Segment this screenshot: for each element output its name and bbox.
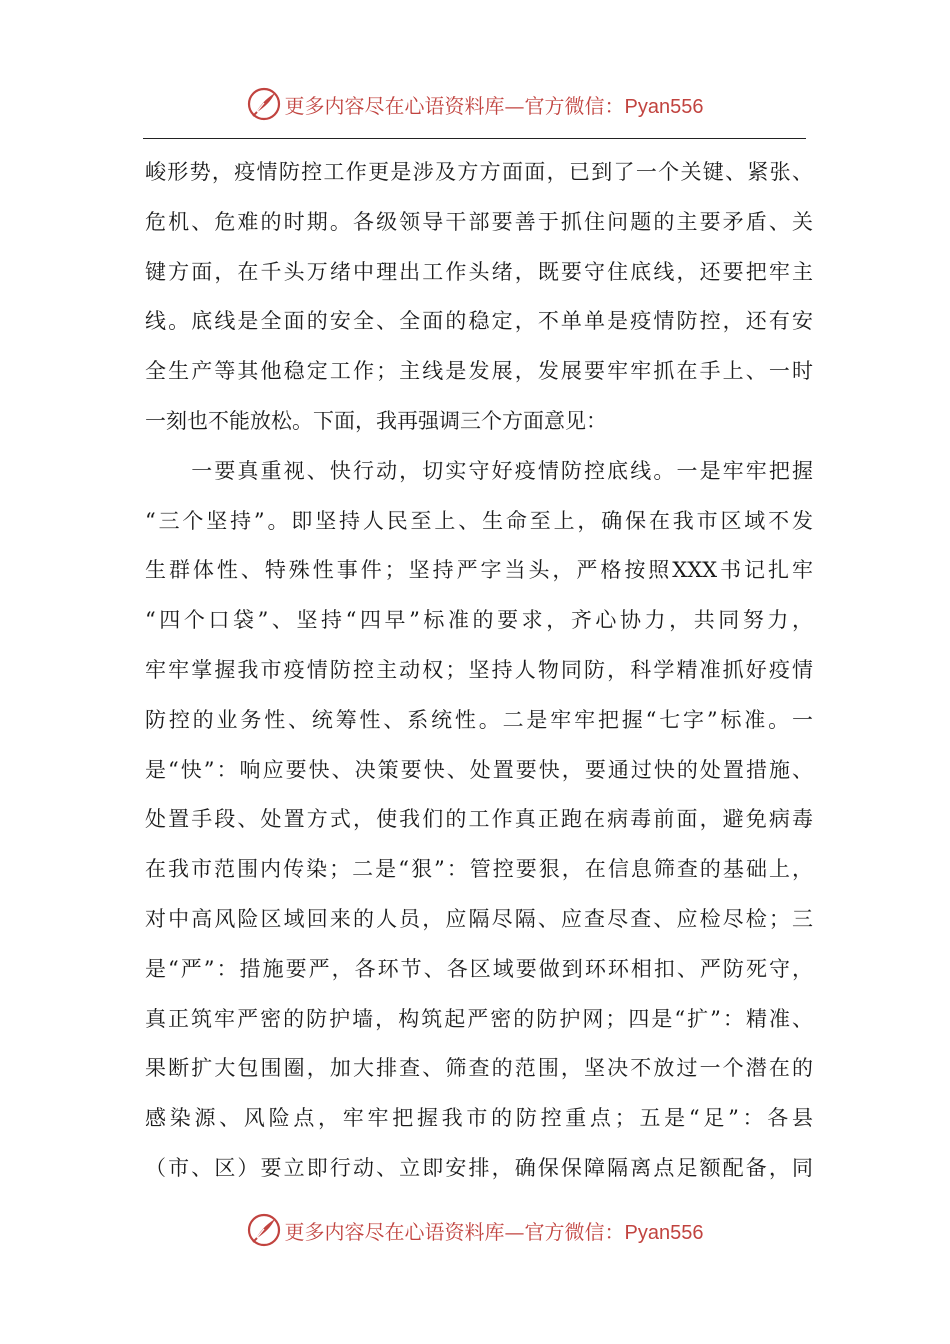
text-line: 在我市范围内传染；二是“狠”：管控要狠，在信息筛查的基础上，: [145, 857, 813, 882]
text-line: 处置手段、处置方式，使我们的工作真正跑在病毒前面，避免病毒: [145, 807, 813, 832]
text-line: 线。底线是全面的安全、全面的稳定，不单单是疫情防控，还有安: [145, 309, 813, 334]
footer-prefix: 更多内容尽在心语资料库—官方微信：: [284, 1219, 625, 1244]
header-prefix: 更多内容尽在心语资料库—官方微信：: [284, 93, 625, 118]
header-divider: [143, 138, 806, 139]
text-line: （市、区）要立即行动、立即安排，确保保障隔离点足额配备，同: [145, 1155, 813, 1180]
header-banner: [0, 84, 950, 124]
text-line: 是“严”：措施要严，各环节、各区域要做到环环相扣、严防死守，: [145, 956, 813, 981]
text-line: 果断扩大包围圈，加大排查、筛查的范围，坚决不放过一个潜在的: [145, 1056, 813, 1081]
text-line: 防控的业务性、统筹性、系统性。二是牢牢把握“七字”标准。一: [145, 707, 813, 732]
text-line: 峻形势，疫情防控工作更是涉及方方面面，已到了一个关键、紧张、: [145, 160, 813, 184]
header-account: Pyan556: [624, 95, 704, 118]
text-line: 是“快”：响应要快、决策要快、处置要快，要通过快的处置措施、: [145, 757, 813, 782]
text-line: “四个口袋”、坚持“四早”标准的要求，齐心协力，共同努力，: [145, 608, 813, 633]
footer-text: [285, 1216, 704, 1245]
quill-logo-icon: [247, 1213, 281, 1247]
document-body: [145, 148, 813, 1194]
footer-banner: [0, 1210, 950, 1250]
text-line: 对中高风险区域回来的人员，应隔尽隔、应查尽查、应检尽检；三: [145, 906, 813, 931]
text-line: 牢牢掌握我市疫情防控主动权；坚持人物同防，科学精准抓好疫情: [145, 657, 813, 682]
text-line: 生群体性、特殊性事件；坚持严字当头，严格按照XXX书记扎牢: [145, 558, 813, 583]
text-line: “三个坚持”。即坚持人民至上、生命至上，确保在我市区域不发: [145, 508, 813, 533]
text-line: 全生产等其他稳定工作；主线是发展，发展要牢牢抓在手上、一时: [145, 359, 813, 384]
text-line: 危机、危难的时期。各级领导干部要善于抓住问题的主要矛盾、关: [145, 209, 813, 234]
quill-logo-icon: [247, 87, 281, 121]
header-text: [285, 90, 704, 119]
text-line: 感染源、风险点，牢牢把握我市的防控重点；五是“足”：各县: [145, 1106, 813, 1131]
text-line: 真正筑牢严密的防护墙，构筑起严密的防护网；四是“扩”：精准、: [145, 1006, 813, 1031]
text-line: 一刻也不能放松。下面，我再强调三个方面意见：: [145, 408, 607, 433]
footer-account: Pyan556: [624, 1221, 704, 1244]
text-line: 键方面，在千头万绪中理出工作头绪，既要守住底线，还要把牢主: [145, 259, 813, 284]
text-line: 一要真重视、快行动，切实守好疫情防控底线。一是牢牢把握: [145, 458, 813, 483]
